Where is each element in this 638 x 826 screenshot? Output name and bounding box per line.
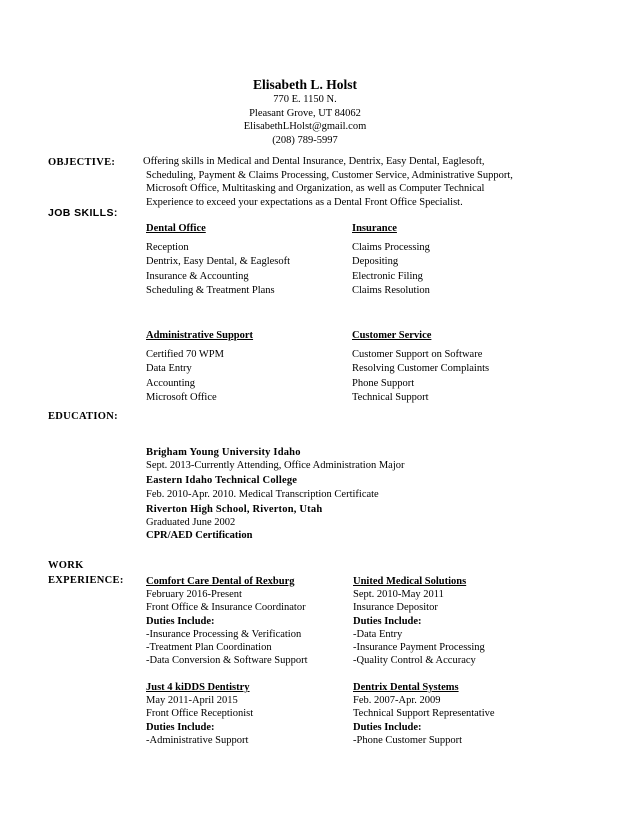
job-title: Insurance Depositor (353, 602, 438, 614)
job-dates: May 2011-April 2015 (146, 695, 238, 707)
objective-label: OBJECTIVE: (48, 157, 116, 168)
job-dates: Feb. 2007-Apr. 2009 (353, 695, 441, 707)
duty-item: -Insurance Processing & Verification (146, 628, 302, 640)
duties-label: Duties Include: (353, 615, 422, 627)
skill-group-dental-office (146, 223, 290, 298)
school-name: Brigham Young University Idaho (146, 447, 301, 458)
skill-item: Electronic Filing (352, 270, 423, 282)
skill-item: Certified 70 WPM (146, 349, 224, 360)
duty-item: -Quality Control & Accuracy (353, 655, 476, 667)
objective-line: Scheduling, Payment & Claims Processing, Customer Service, Administrative Support, (146, 169, 513, 181)
skill-group-administrative-support (146, 330, 253, 405)
skill-group-heading: Dental Office (146, 223, 206, 234)
duty-item: -Data Conversion & Software Support (146, 655, 308, 667)
school-name: Eastern Idaho Technical College (146, 475, 298, 487)
skill-item: Accounting (146, 377, 195, 389)
skill-group-heading: Administrative Support (146, 330, 254, 341)
school-detail: Feb. 2010-Apr. 2010. Medical Transcription Certificate (146, 488, 379, 500)
employer-name: Dentrix Dental Systems (353, 682, 459, 693)
email: ElisabethLHolst@gmail.com (243, 121, 367, 132)
skill-group-heading: Customer Service (352, 330, 432, 341)
applicant-name: Elisabeth L. Holst (253, 77, 357, 92)
job-entry (146, 575, 308, 667)
skill-group-heading: Insurance (352, 223, 397, 234)
skill-item: Scheduling & Treatment Plans (146, 284, 275, 296)
school-name: Riverton High School, Riverton, Utah (146, 503, 323, 515)
work-label: WORK (48, 560, 84, 571)
duty-item: -Data Entry (353, 628, 403, 640)
experience-label: EXPERIENCE: (48, 575, 124, 586)
skill-item: Depositing (352, 256, 399, 268)
objective-line: Microsoft Office, Multitasking and Organization, as well as Computer Technical (146, 183, 485, 194)
job-entry (353, 575, 485, 667)
job-dates: February 2016-Present (146, 589, 242, 601)
education-label: EDUCATION: (48, 411, 118, 422)
skill-item: Claims Processing (352, 242, 430, 253)
skill-item: Data Entry (146, 363, 192, 375)
skill-item: Customer Support on Software (352, 349, 483, 360)
job-title: Front Office Receptionist (146, 708, 254, 720)
duty-item: -Phone Customer Support (353, 734, 463, 746)
duty-item: -Treatment Plan Coordination (146, 641, 272, 653)
skill-item: Resolving Customer Complaints (352, 363, 490, 375)
duties-label: Duties Include: (146, 615, 215, 627)
certification: CPR/AED Certification (146, 530, 253, 542)
skill-item: Microsoft Office (146, 391, 217, 403)
employer-name: United Medical Solutions (353, 576, 467, 587)
job-title: Technical Support Representative (353, 708, 495, 720)
objective-text (143, 155, 513, 209)
skill-item: Technical Support (352, 391, 429, 403)
job-dates: Sept. 2010-May 2011 (353, 589, 444, 601)
employer-name: Just 4 kiDDS Dentistry (146, 682, 250, 693)
skill-item: Claims Resolution (352, 284, 430, 296)
job-entry (353, 681, 495, 747)
address-line-2: Pleasant Grove, UT 84062 (249, 107, 361, 119)
school-detail: Graduated June 2002 (146, 516, 236, 528)
objective-line: Offering skills in Medical and Dental Insurance, Dentrix, Easy Dental, Eaglesoft, (143, 156, 485, 167)
objective-line: Experience to exceed your expectations as a Dental Front Office Specialist. (146, 196, 463, 208)
skill-group-insurance (352, 223, 430, 298)
duty-item: -Insurance Payment Processing (353, 641, 485, 653)
employer-name: Comfort Care Dental of Rexburg (146, 576, 295, 587)
duties-label: Duties Include: (353, 721, 422, 733)
job-skills-label: JOB SKILLS: (48, 207, 118, 219)
school-detail: Sept. 2013-Currently Attending, Office Administration Major (146, 460, 405, 472)
skill-item: Dentrix, Easy Dental, & Eaglesoft (146, 256, 291, 268)
skill-item: Reception (146, 242, 189, 253)
skill-group-customer-service (352, 330, 489, 405)
job-entry (146, 681, 253, 747)
duties-label: Duties Include: (146, 721, 215, 733)
phone: (208) 789-5997 (272, 134, 338, 146)
skill-item: Phone Support (352, 377, 415, 389)
skill-item: Insurance & Accounting (146, 270, 249, 282)
duty-item: -Administrative Support (146, 734, 249, 746)
address-line-1: 770 E. 1150 N. (273, 94, 337, 105)
education-list (146, 446, 404, 542)
job-title: Front Office & Insurance Coordinator (146, 602, 306, 614)
